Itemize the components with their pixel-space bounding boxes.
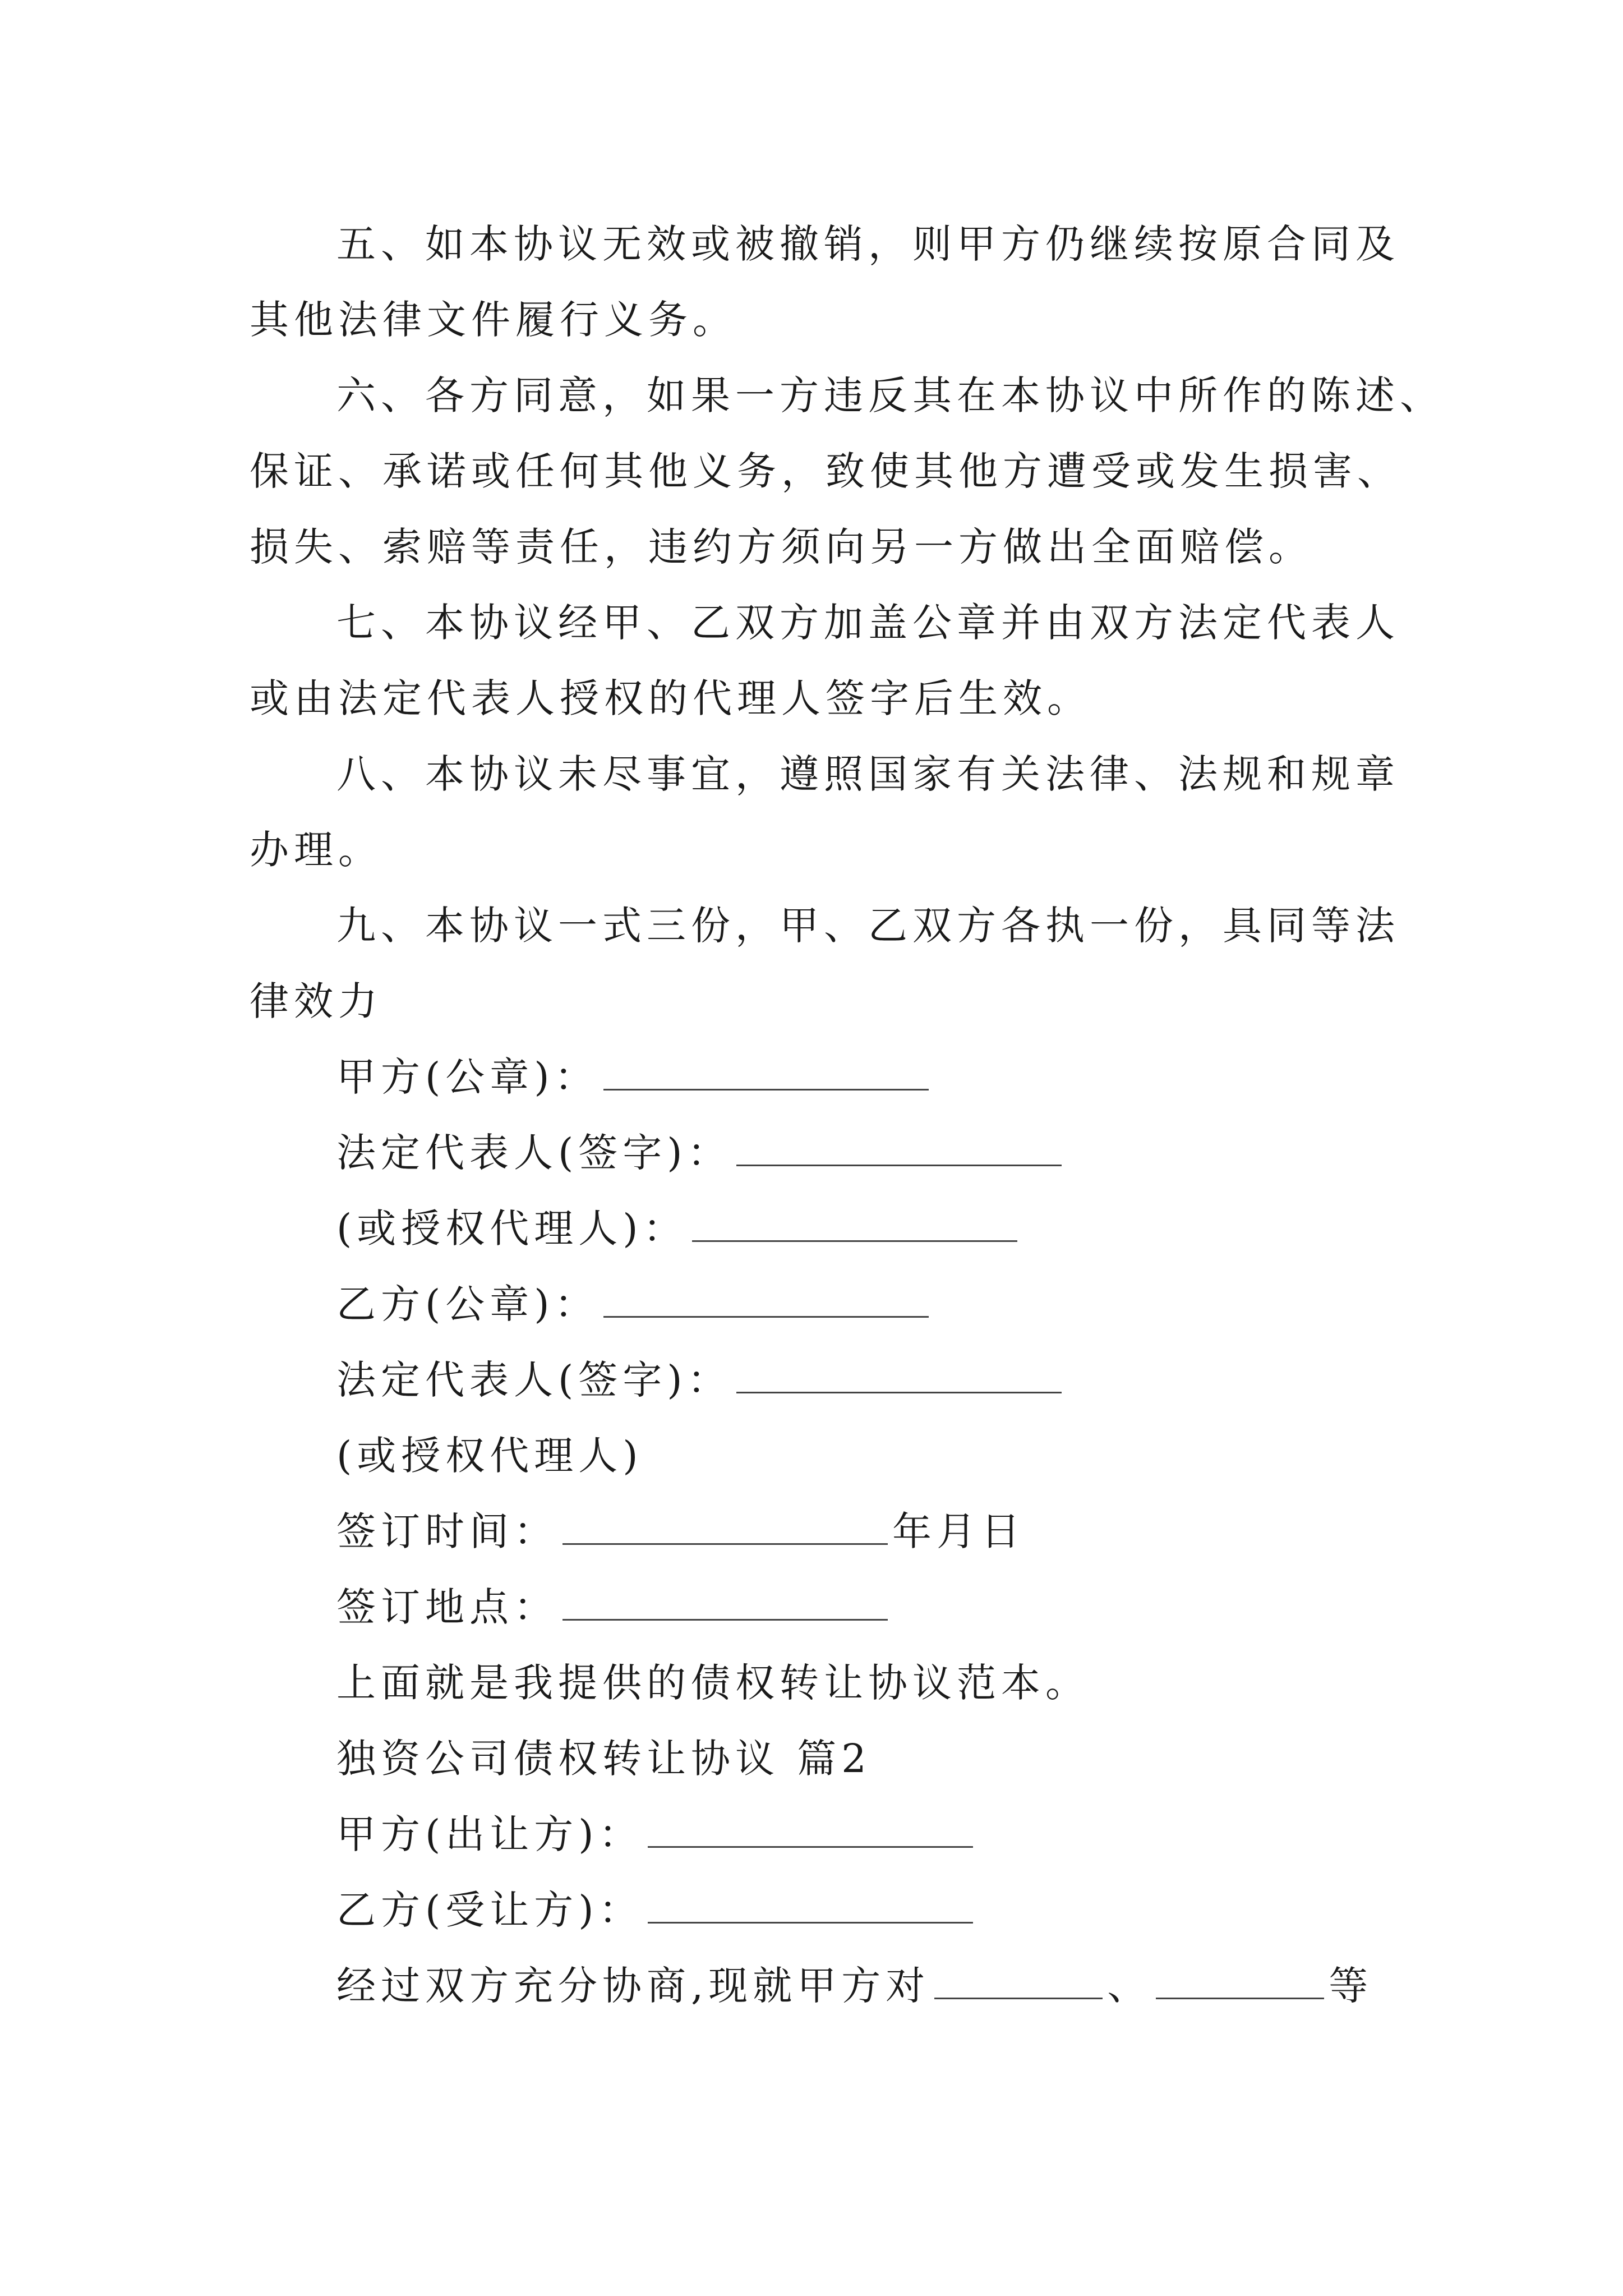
next-intro-blank-2[interactable] — [1156, 1958, 1324, 1999]
paragraph-6-line-2: 保证、承诺或任何其他义务，致使其他方遭受或发生损害、 — [250, 448, 1401, 494]
next-party-a-label: 甲方(出让方)： — [336, 1811, 643, 1857]
paragraph-8-line-1: 八、本协议未尽事宜，遵照国家有关法律、法规和规章 — [336, 751, 1400, 797]
party-a-seal-blank[interactable] — [603, 1050, 929, 1091]
sign-date-row — [336, 1503, 1025, 1559]
sign-place-blank[interactable] — [562, 1580, 888, 1621]
legal-rep-b-row — [336, 1352, 1066, 1408]
paragraph-9-line-2: 律效力 — [250, 978, 382, 1024]
next-intro-start: 经过双方充分协商,现就甲方对 — [336, 1963, 930, 2009]
agent-a-label: (或授权代理人)： — [336, 1205, 688, 1251]
paragraph-7-line-2: 或由法定代表人授权的代理人签字后生效。 — [250, 675, 1091, 721]
party-b-seal-row — [336, 1276, 933, 1332]
party-a-seal-label: 甲方(公章)： — [336, 1054, 599, 1100]
agent-a-blank[interactable] — [692, 1201, 1017, 1242]
next-party-b-blank[interactable] — [648, 1883, 973, 1924]
sign-date-label: 签订时间： — [336, 1508, 558, 1554]
paragraph-7-line-1: 七、本协议经甲、乙双方加盖公章并由双方法定代表人 — [336, 600, 1400, 646]
paragraph-5-line-1: 五、如本协议无效或被撤销，则甲方仍继续按原合同及 — [336, 221, 1400, 267]
next-party-a-blank[interactable] — [648, 1807, 973, 1848]
next-party-b-row — [336, 1882, 978, 1938]
next-party-b-label: 乙方(受让方)： — [336, 1887, 643, 1933]
sign-place-row — [336, 1579, 892, 1635]
party-b-seal-blank[interactable] — [603, 1277, 929, 1318]
section-title: 独资公司债权转让协议 篇2 — [336, 1736, 872, 1782]
sign-date-suffix: 年月日 — [892, 1508, 1025, 1554]
sign-place-label: 签订地点： — [336, 1584, 558, 1630]
legal-rep-a-row — [336, 1125, 1066, 1181]
legal-rep-b-blank[interactable] — [736, 1352, 1062, 1393]
legal-rep-a-label: 法定代表人(签字)： — [336, 1130, 732, 1176]
next-intro-row — [336, 1958, 1373, 2014]
agent-b-label: (或授权代理人) — [336, 1433, 643, 1479]
sign-date-blank[interactable] — [562, 1504, 888, 1545]
legal-rep-b-label: 法定代表人(签字)： — [336, 1357, 732, 1403]
paragraph-6-line-3: 损失、索赔等责任，违约方须向另一方做出全面赔偿。 — [250, 524, 1313, 570]
paragraph-5-line-2: 其他法律文件履行义务。 — [250, 297, 737, 343]
agent-a-row — [336, 1200, 1022, 1257]
paragraph-9-line-1: 九、本协议一式三份，甲、乙双方各执一份，具同等法 — [336, 903, 1400, 949]
next-intro-end: 等 — [1329, 1963, 1373, 2009]
legal-rep-a-blank[interactable] — [736, 1125, 1062, 1166]
paragraph-8-line-2: 办理。 — [250, 827, 382, 873]
next-intro-sep: 、 — [1107, 1963, 1152, 2009]
closing-text: 上面就是我提供的债权转让协议范本。 — [336, 1660, 1090, 1706]
next-intro-blank-1[interactable] — [934, 1958, 1103, 1999]
next-party-a-row — [336, 1806, 978, 1862]
party-a-seal-row — [336, 1049, 933, 1105]
party-b-seal-label: 乙方(公章)： — [336, 1281, 599, 1327]
paragraph-6-line-1: 六、各方同意，如果一方违反其在本协议中所作的陈述、 — [336, 372, 1444, 418]
